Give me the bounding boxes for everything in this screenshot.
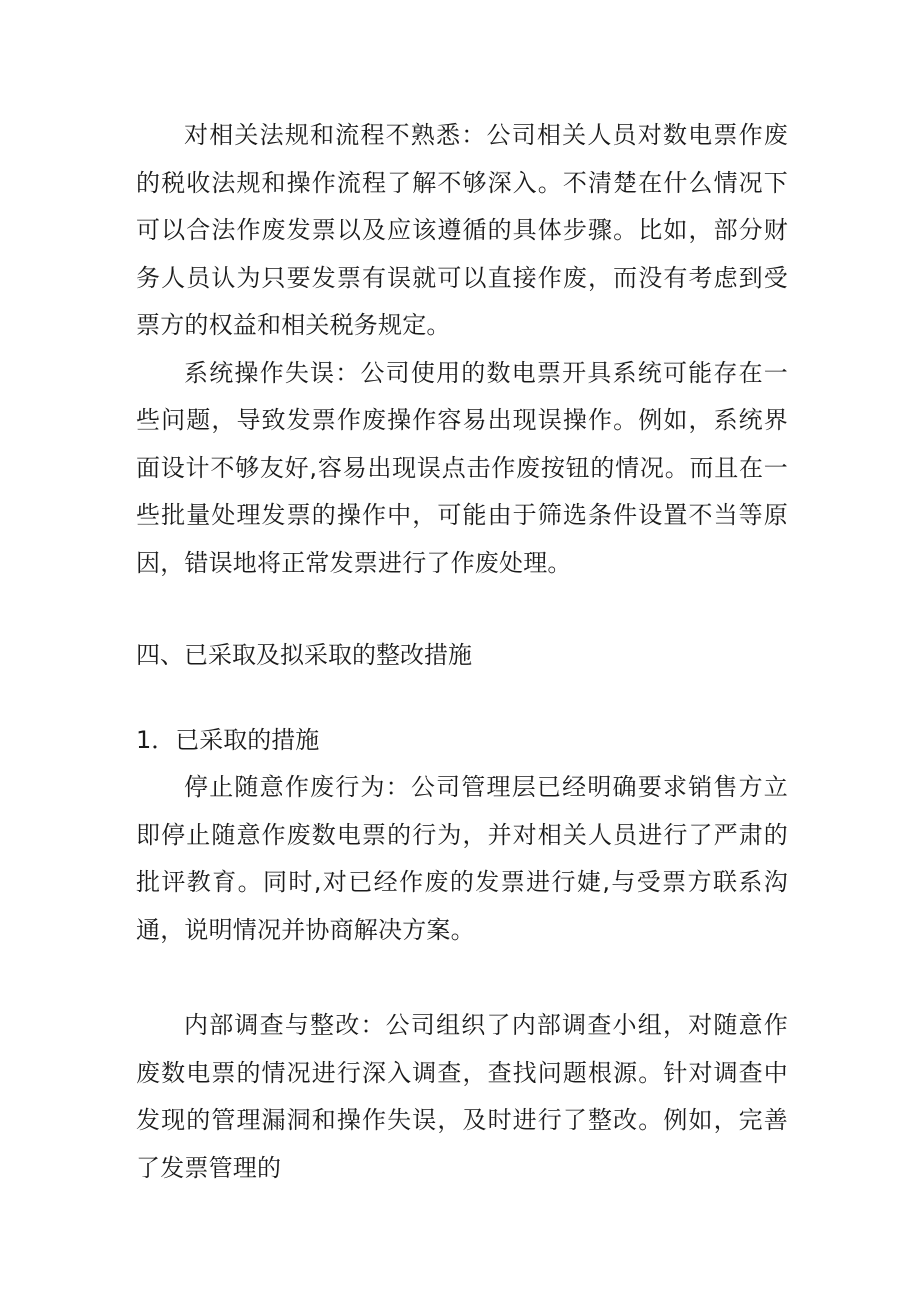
document-page	[136, 112, 788, 1192]
paragraph-internal-investigation: 内部调查与整改：公司组织了内部调查小组，对随意作废数电票的情况进行深入调查，查找问题根源。针对调查中发现的管理漏洞和操作失误，及时进行了整改。例如，完善了发票管理的	[136, 1011, 788, 1182]
spacer	[136, 680, 788, 717]
section-heading: 四、已采取及拟采取的整改措施	[136, 641, 472, 669]
paragraph-stop-voiding: 停止随意作废行为：公司管理层已经明确要求销售方立即停止随意作废数电票的行为，并对相关人员进行了严肃的批评教育。同时,对已经作废的发票进行婕,与受票方联系沟通，说明情况并协商解决方案。	[136, 773, 788, 944]
spacer	[136, 954, 788, 1002]
paragraph-regulations: 对相关法规和流程不熟悉：公司相关人员对数电票作废的税收法规和操作流程了解不够深入。不清楚在什么情况下可以合法作废发票以及应该遵循的具体步骤。比如，部分财务人员认为只要发票有误就可以直接作废，而没有考虑到受票方的权益和相关税务规定。	[136, 121, 788, 339]
subsection-heading: 1．已采取的措施	[136, 725, 320, 754]
paragraph-system-errors: 系统操作失误：公司使用的数电票开具系统可能存在一些问题，导致发票作废操作容易出现误操作。例如，系统界面设计不够友好,容易出现误点击作废按钮的情况。而且在一些批量处理发票的操作中，可能由于筛选条件设置不当等原因，错误地将正常发票进行了作废处理。	[136, 358, 788, 577]
spacer	[136, 587, 788, 632]
